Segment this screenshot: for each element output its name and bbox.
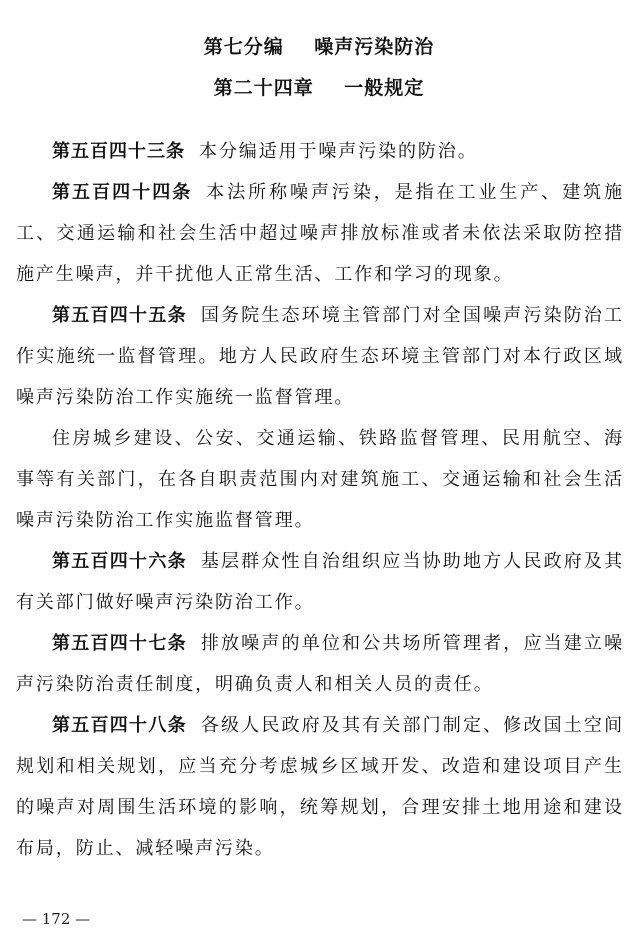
article-text: 国务院生态环境主管部门对全国噪声污染防治工作实施统一监督管理。地方人民政府生态环境主管部门对本行政区域噪声污染防治工作实施统一监督管理。 bbox=[16, 305, 624, 408]
article-text: 排放噪声的单位和公共场所管理者，应当建立噪声污染防治责任制度，明确负责人和相关人员的责任。 bbox=[16, 633, 624, 695]
article-number: 第五百四十八条 bbox=[52, 715, 187, 736]
part-title: 第七分编 噪声污染防治 bbox=[203, 36, 435, 58]
article-number: 第五百四十七条 bbox=[52, 633, 187, 654]
page-number: — 172 — bbox=[22, 910, 91, 928]
body-text bbox=[16, 131, 624, 869]
article-544-paragraph bbox=[16, 172, 624, 295]
article-number: 第五百四十五条 bbox=[52, 305, 187, 326]
article-number: 第五百四十三条 bbox=[52, 141, 185, 162]
article-547-paragraph bbox=[16, 623, 624, 705]
article-text: 住房城乡建设、公安、交通运输、铁路监督管理、民用航空、海事等有关部门，在各自职责范围内对建筑施工、交通运输和社会生活噪声污染防治工作实施监督管理。 bbox=[16, 428, 624, 531]
article-543-paragraph bbox=[16, 131, 624, 172]
article-548-paragraph bbox=[16, 705, 624, 869]
article-545-second-paragraph bbox=[16, 418, 624, 541]
article-text: 本分编适用于噪声污染的防治。 bbox=[199, 141, 478, 162]
article-546-paragraph bbox=[16, 541, 624, 623]
article-number: 第五百四十四条 bbox=[52, 182, 193, 203]
article-545-paragraph bbox=[16, 295, 624, 418]
article-text: 各级人民政府及其有关部门制定、修改国土空间规划和相关规划，应当充分考虑城乡区域开发、改造和建设项目产生的噪声对周围生活环境的影响，统筹规划，合理安排土地用途和建设布局，防止、减轻噪声污染。 bbox=[16, 715, 624, 859]
article-text: 本法所称噪声污染，是指在工业生产、建筑施工、交通运输和社会生活中超过噪声排放标准或者未依法采取防控措施产生噪声，并干扰他人正常生活、工作和学习的现象。 bbox=[16, 182, 625, 285]
chapter-title: 第二十四章 一般规定 bbox=[213, 77, 425, 99]
article-text: 基层群众性自治组织应当协助地方人民政府及其有关部门做好噪声污染防治工作。 bbox=[16, 551, 624, 613]
article-number: 第五百四十六条 bbox=[52, 551, 187, 572]
